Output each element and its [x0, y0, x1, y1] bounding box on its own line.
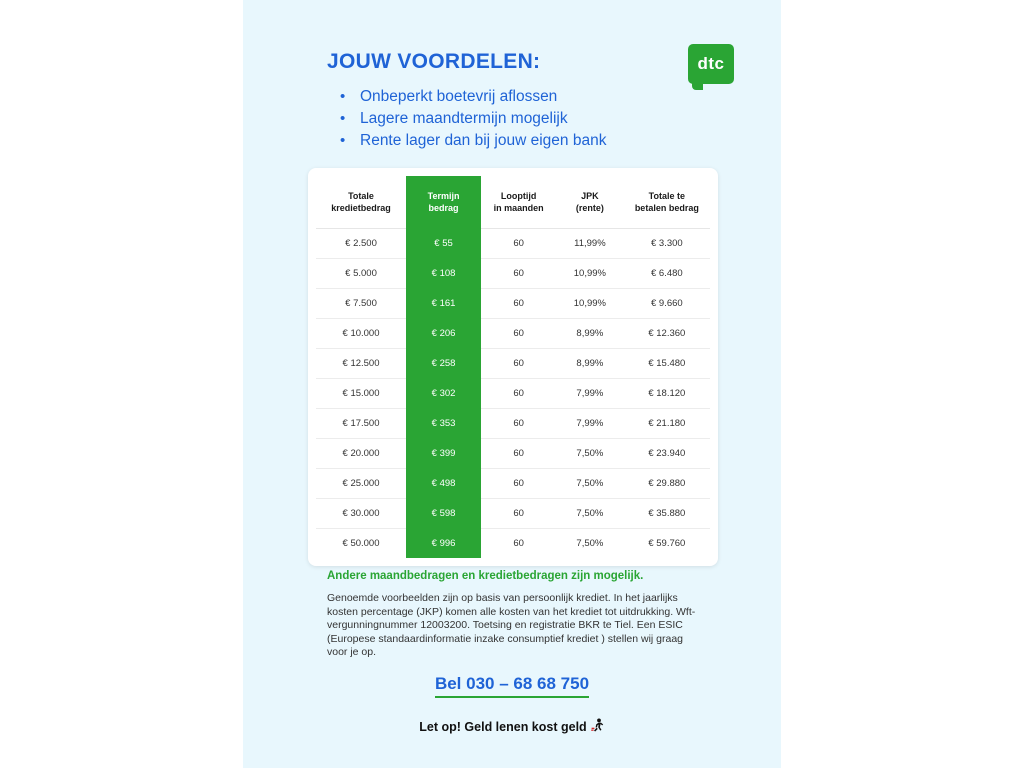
cell-jkp: 7,50% [556, 499, 624, 529]
cell-jkp: 7,50% [556, 439, 624, 469]
benefit-label: Rente lager dan bij jouw eigen bank [360, 132, 607, 149]
table-row [316, 319, 710, 349]
benefits-list [327, 86, 747, 151]
table-row [316, 259, 710, 289]
column-header-total-payable: Totale te betalen bedrag [624, 176, 710, 229]
table-row [316, 439, 710, 469]
cell-duration: 60 [481, 469, 556, 499]
cell-total-credit: € 5.000 [316, 259, 406, 289]
cell-total-credit: € 25.000 [316, 469, 406, 499]
walking-person-icon [591, 718, 605, 736]
phone-number[interactable] [243, 674, 781, 694]
poster-canvas [243, 0, 781, 768]
legal-warning-label: Let op! Geld lenen kost geld [419, 720, 587, 734]
cell-total-payable: € 35.880 [624, 499, 710, 529]
cell-jkp: 7,50% [576, 538, 604, 549]
cell-total-payable: € 21.180 [624, 409, 710, 439]
cell-total-payable: € 12.360 [624, 319, 710, 349]
table-header-row [316, 176, 710, 229]
cell-total-credit: € 30.000 [316, 499, 406, 529]
cell-total-payable: € 3.300 [624, 229, 710, 259]
cell-total-payable: € 23.940 [624, 439, 710, 469]
cell-total-payable: € 59.760 [648, 538, 686, 549]
cell-jkp: 11,99% [556, 229, 624, 259]
list-item [327, 86, 747, 107]
cell-duration: 60 [481, 289, 556, 319]
cell-total-credit: € 20.000 [316, 439, 406, 469]
table-row [316, 289, 710, 319]
note-body: Genoemde voorbeelden zijn op basis van persoonlijk krediet. In het jaarlijks kosten percentage (JKP) komen alle kosten van het krediet tot uitdrukking. Wft-vergunningnummer 12003200. Toetsing en registratie BKR te Tiel. Een ESIC (Europese standaardinformatie inzake consumptief krediet ) stellen wij graag voor je op. [327, 592, 696, 658]
cell-term-amount: € 302 [406, 379, 481, 409]
header-block [327, 50, 747, 152]
cell-total-payable: € 6.480 [624, 259, 710, 289]
benefit-label: Lagere maandtermijn mogelijk [360, 110, 568, 127]
table-row [316, 499, 710, 529]
cell-term-amount: € 161 [406, 289, 481, 319]
cell-term-amount: € 258 [406, 349, 481, 379]
cell-duration: 60 [481, 259, 556, 289]
cell-jkp: 8,99% [556, 349, 624, 379]
cell-duration: 60 [481, 409, 556, 439]
rates-table [316, 176, 710, 558]
cell-total-credit: € 17.500 [316, 409, 406, 439]
cell-jkp: 10,99% [556, 289, 624, 319]
list-item [327, 108, 747, 129]
bullet-icon: • [340, 110, 346, 127]
phone-number-label: Bel 030 – 68 68 750 [435, 674, 589, 698]
cell-duration: 60 [481, 349, 556, 379]
cell-total-credit: € 7.500 [316, 289, 406, 319]
cell-term-amount: € 399 [406, 439, 481, 469]
cell-term-amount: € 996 [406, 529, 481, 559]
cell-jkp: 8,99% [556, 319, 624, 349]
cell-jkp: 7,50% [556, 469, 624, 499]
cell-duration: 60 [481, 229, 556, 259]
column-header-term-amount: Termijn bedrag [406, 176, 481, 229]
table-row [316, 349, 710, 379]
logo-text: dtc [697, 54, 725, 73]
rates-table-card [308, 168, 718, 566]
bullet-icon: • [340, 88, 346, 105]
cell-term-amount: € 353 [406, 409, 481, 439]
table-row [316, 469, 710, 499]
cell-jkp: 10,99% [556, 259, 624, 289]
cell-total-payable: € 18.120 [624, 379, 710, 409]
list-item [327, 130, 747, 151]
cell-term-amount: € 598 [406, 499, 481, 529]
cell-total-credit: € 12.500 [316, 349, 406, 379]
table-row [316, 409, 710, 439]
table-row [316, 379, 710, 409]
benefit-label: Onbeperkt boetevrij aflossen [360, 88, 558, 105]
table-row [316, 229, 710, 259]
cell-jkp: 7,99% [556, 409, 624, 439]
cell-duration: 60 [481, 319, 556, 349]
cell-total-payable: € 9.660 [624, 289, 710, 319]
cell-duration: 60 [481, 439, 556, 469]
cell-total-payable: € 15.480 [624, 349, 710, 379]
cell-total-payable: € 29.880 [624, 469, 710, 499]
cell-term-amount: € 206 [406, 319, 481, 349]
legal-warning [243, 718, 781, 736]
cell-total-credit: € 50.000 [342, 538, 380, 549]
bullet-icon: • [340, 132, 346, 149]
cell-term-amount: € 55 [406, 229, 481, 259]
cell-duration: 60 [513, 538, 524, 549]
note-title: Andere maandbedragen en kredietbedragen zijn mogelijk. [327, 570, 644, 582]
cell-term-amount: € 108 [406, 259, 481, 289]
page-title: JOUW VOORDELEN: [327, 50, 541, 73]
cell-duration: 60 [481, 499, 556, 529]
cell-jkp: 7,99% [556, 379, 624, 409]
column-header-duration: Looptijd in maanden [481, 176, 556, 229]
cell-term-amount: € 498 [406, 469, 481, 499]
cell-duration: 60 [481, 379, 556, 409]
brand-logo [688, 44, 734, 90]
table-row [316, 529, 710, 559]
cell-total-credit: € 10.000 [316, 319, 406, 349]
column-header-jkp: JPK (rente) [556, 176, 624, 229]
cell-total-credit: € 2.500 [316, 229, 406, 259]
cell-total-credit: € 15.000 [316, 379, 406, 409]
column-header-total-credit: Totale kredietbedrag [316, 176, 406, 229]
